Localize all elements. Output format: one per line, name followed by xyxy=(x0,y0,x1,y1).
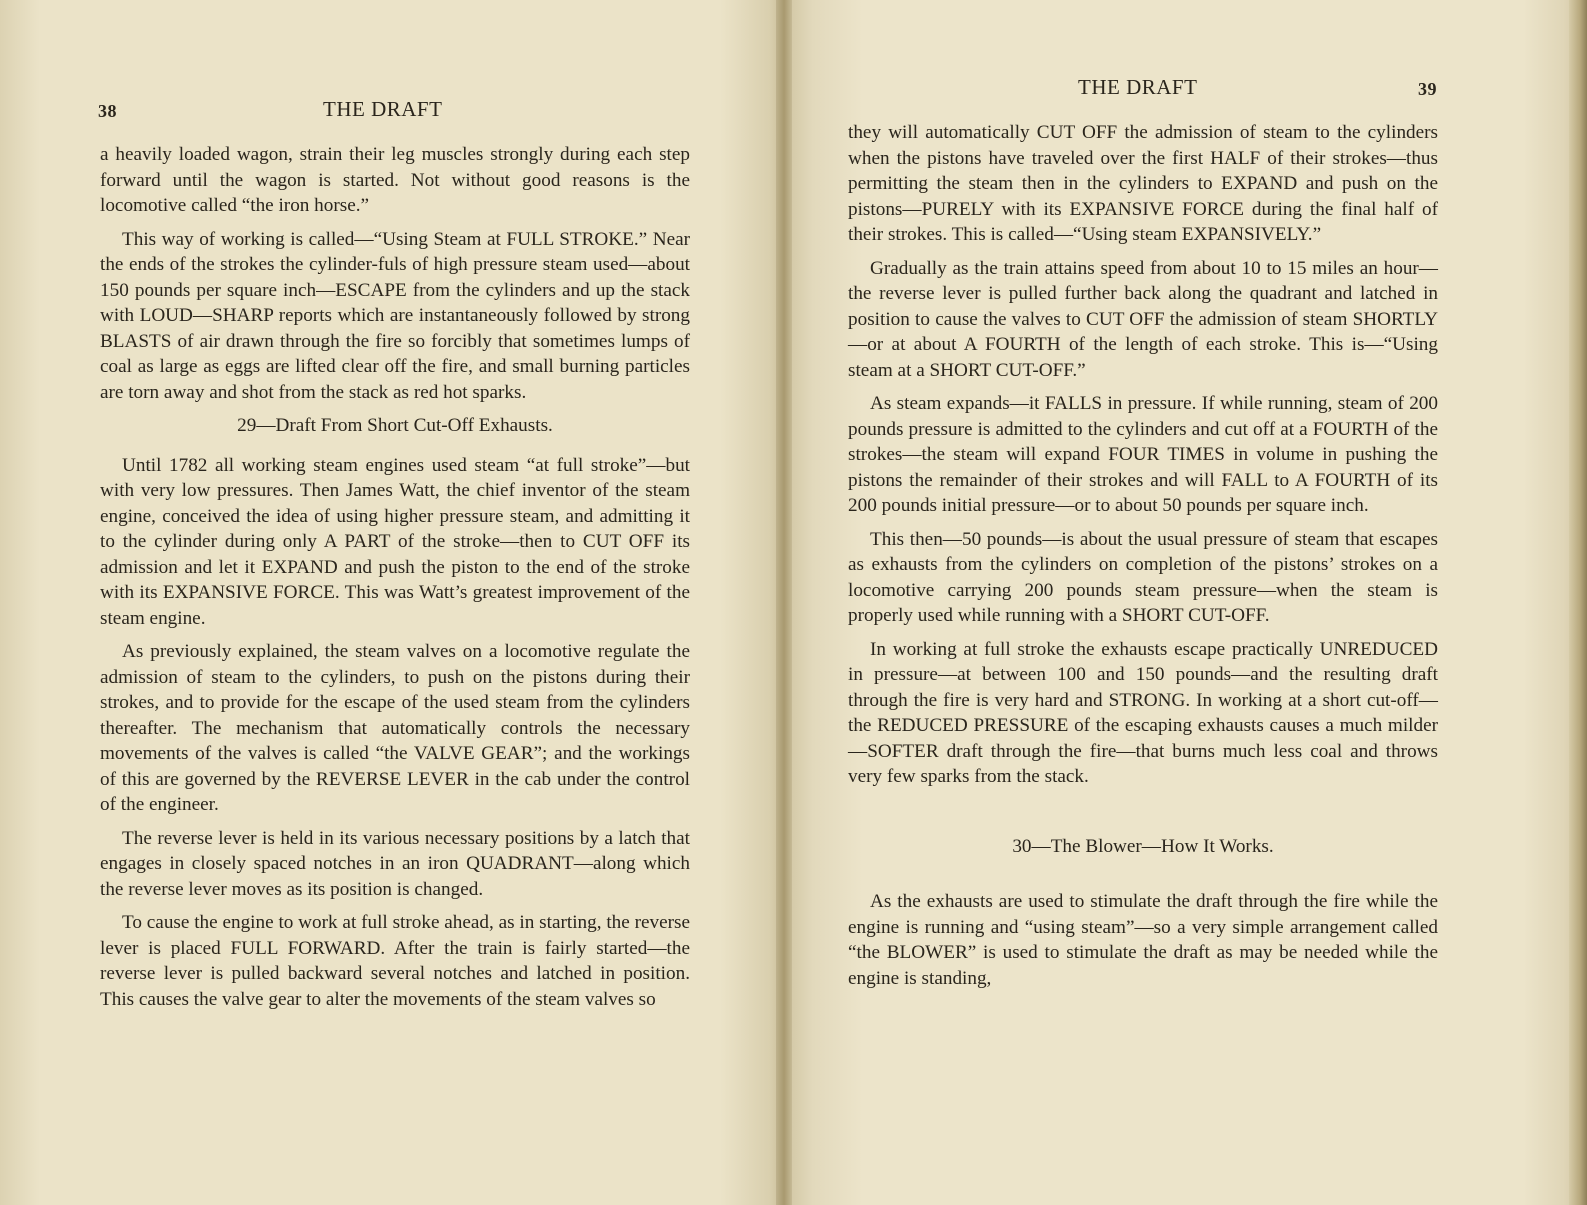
left-page-number: 38 xyxy=(98,101,117,121)
right-page xyxy=(783,0,1587,1205)
section-heading-29: 29—Draft From Short Cut-Off Exhausts. xyxy=(237,415,553,436)
right-page-number: 39 xyxy=(1418,79,1437,99)
paragraph: In working at full stroke the exhausts escape practically UNREDUCED in pressure—at between 100 and 150 pounds—and the resulting draft through the fire is very hard and STRONG. In working at a short cut-off—the REDUCED PRESSURE of the escaping exhausts causes a much milder—SOFTER draft through the fire—that burns much less coal and throws very few sparks from the stack. xyxy=(848,638,1438,787)
right-running-head: THE DRAFT xyxy=(1078,75,1198,99)
left-page xyxy=(0,0,783,1205)
section-heading-30: 30—The Blower—How It Works. xyxy=(1012,835,1274,857)
left-page-body xyxy=(100,142,690,1020)
paragraph: Gradually as the train attains speed from about 10 to 15 miles an hour—the reverse lever is pulled further back along the quadrant and latched in position to cause the valves to CUT OFF the admission of steam SHORTLY—or at about A FOURTH of the length of each stroke. This is—“Using steam at a SHORT CUT-OFF.” xyxy=(848,257,1438,381)
book-gutter xyxy=(776,0,792,1205)
paragraph: As previously explained, the steam valves on a locomotive regulate the admission of steam to the cylinders, to push on the pistons during their strokes, and to provide for the escape of the used steam from the cylinders thereafter. The mechanism that automatically controls the necessary movements of the valves is called “the VALVE GEAR”; and the workings of this are governed by the REVERSE LEVER in the cab under the control of the engineer. xyxy=(100,641,690,815)
paragraph: This then—50 pounds—is about the usual pressure of steam that escapes as exhausts from the cylinders on completion of the pistons’ strokes on a locomotive carrying 200 pounds steam pressure—when the steam is properly used while running with a SHORT CUT-OFF. xyxy=(848,528,1438,626)
paragraph: As the exhausts are used to stimulate the draft through the fire while the engine is running and “using steam”—so a very simple arrangement called “the BLOWER” is used to stimulate the draft as may be needed while the engine is standing, xyxy=(848,891,1438,989)
left-running-head: THE DRAFT xyxy=(323,97,443,121)
paragraph: they will automatically CUT OFF the admission of steam to the cylinders when the pistons have traveled over the first HALF of their strokes—thus permitting the steam then in the cylinders to EXPAND and push on the pistons—PURELY with its EXPANSIVE FORCE during the final half of their strokes. This is called—“Using steam EXPANSIVELY.” xyxy=(848,122,1438,245)
paragraph: a heavily loaded wagon, strain their leg muscles strongly during each step forward until the wagon is started. Not without good reasons is the locomotive called “the iron horse.” xyxy=(100,144,690,216)
paragraph: Until 1782 all working steam engines used steam “at full stroke”—but with very low pressures. Then James Watt, the chief inventor of the steam engine, conceived the idea of using higher pressure steam, and admitting it to the cylinder during only A PART of the stroke—then to CUT OFF its admission and let it EXPAND and push the piston to the end of the stroke with its EXPANSIVE FORCE. This was Watt’s greatest improvement of the steam engine. xyxy=(100,454,690,629)
paragraph: The reverse lever is held in its various necessary positions by a latch that engages in closely spaced notches in an iron QUADRANT—along which the reverse lever moves as its position is changed. xyxy=(100,827,690,900)
page-edge xyxy=(1569,0,1587,1205)
paragraph: As steam expands—it FALLS in pressure. If while running, steam of 200 pounds pressure is admitted to the cylinders and cut off at a FOURTH of the strokes—the steam will expand FOUR TIMES in volume in pushing the pistons the remainder of their strokes and will FALL to A FOURTH of its 200 pounds initial pressure—or to about 50 pounds per square inch. xyxy=(848,393,1438,516)
paragraph: This way of working is called—“Using Steam at FULL STROKE.” Near the ends of the strokes the cylinder-fuls of high pressure steam used—about 150 pounds per square inch—ESCAPE from the cylinders and up the stack with LOUD—SHARP reports which are instantaneously followed by strong BLASTS of air drawn through the fire so forcibly that sometimes lumps of coal as large as eggs are lifted clear off the fire, and small burning particles are torn away and shot from the stack as red hot sparks. xyxy=(100,228,690,403)
right-page-body xyxy=(848,120,1438,999)
paragraph: To cause the engine to work at full stroke ahead, as in starting, the reverse lever is placed FULL FORWARD. After the train is fairly started—the reverse lever is pulled backward several notches and latched in position. This causes the valve gear to alter the movements of the steam valves so xyxy=(100,912,690,1010)
